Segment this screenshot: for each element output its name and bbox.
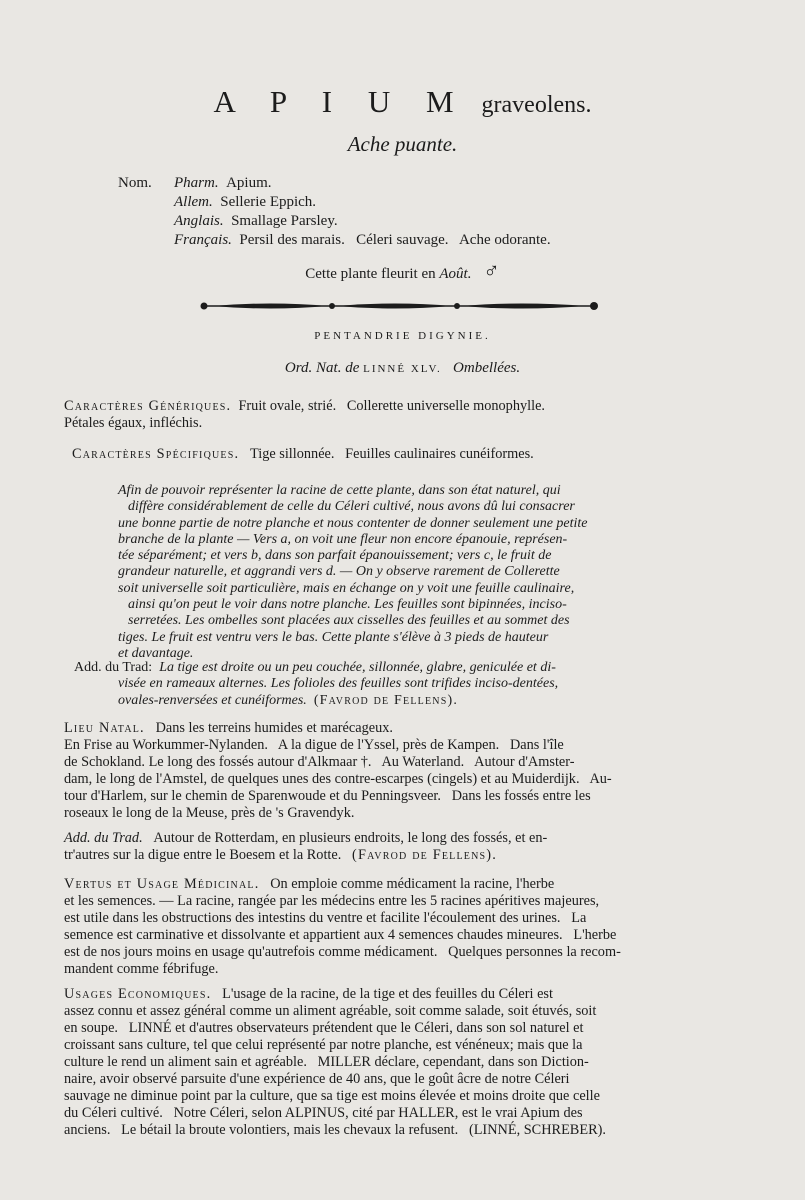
name-row	[118, 174, 551, 193]
page-subtitle: Ache puante.	[347, 132, 458, 156]
note-line: tiges. Le fruit est ventru vers le bas. Cette plante s'élève à 3 pieds de hauteur	[118, 629, 549, 645]
note-line: soit universelle soit particulière, mais en échange on y voit une feuille caulinaire,	[118, 580, 575, 596]
translator-addition-2	[64, 830, 760, 864]
text-line: tr'autres sur la digue entre le Boesem et la Rotte.	[64, 847, 342, 863]
usages-economiques	[64, 986, 760, 1139]
text-line: sauvage ne diminue point par la culture, que sa tige est moins élevée et moins droite que celle	[64, 1088, 600, 1104]
class-line: PENTANDRIE DIGYNIE.	[314, 330, 491, 342]
name-lang: Anglais.	[174, 213, 224, 229]
text-line: est utile dans les obstructions des intestins du ventre et facilite l'écoulement des urines. La	[64, 910, 587, 926]
title-species: graveolens.	[481, 92, 592, 118]
attribution: (Favrod de Fellens).	[313, 692, 459, 708]
translator-addition-1	[74, 660, 764, 709]
text-line: du Céleri cultivé. Notre Céleri, selon ALPINUS, cité par HALLER, est le vrai Apium des	[64, 1105, 583, 1121]
name-value: Persil des marais. Céleri sauvage. Ache odorante.	[239, 232, 551, 248]
order-line	[0, 360, 805, 377]
text-line: Fruit ovale, strié. Collerette universelle monophylle.	[238, 398, 545, 414]
name-value: Sellerie Eppich.	[220, 194, 317, 210]
order-linne: LINNÉ XLV.	[363, 363, 442, 375]
text-line: anciens. Le bétail la broute volontiers, mais les chevaux la refusent. (LINNÉ, SCHREBER).	[64, 1122, 606, 1138]
text-line: en soupe. LINNÉ et d'autres observateurs prétendent que le Céleri, dans son sol naturel et	[64, 1020, 584, 1036]
add-line: La tige est droite ou un peu couchée, sillonnée, glabre, geniculée et di-	[159, 660, 556, 675]
text-line: Autour de Rotterdam, en plusieurs endroits, le long des fossés, et en-	[153, 830, 548, 846]
note-line: une bonne partie de notre planche et nous contenter de donner seulement une petite	[118, 515, 588, 531]
text-line: Pétales égaux, infléchis.	[64, 415, 203, 431]
note-line: ainsi qu'on peut le voir dans notre planche. Les feuilles sont bipinnées, inciso-	[128, 597, 567, 613]
text-line: de Schokland. Le long des fossés autour d'Alkmaar †. Au Waterland. Autour d'Amster-	[64, 754, 575, 770]
text-line: dam, le long de l'Amstel, de quelques unes des contre-escarpes (cingels) et au Muiderdijk. Au-	[64, 771, 612, 787]
text-line: mandent comme fébrifuge.	[64, 961, 219, 977]
text-line: naire, avoir observé parsuite d'une expérience de 40 ans, que le goût âcre de notre Céleri	[64, 1071, 570, 1087]
name-lang: Allem.	[174, 194, 213, 210]
note-line: serretées. Les ombelles sont placées aux cisselles des feuilles et au sommet des	[128, 613, 570, 629]
note-line: Afin de pouvoir représenter la racine de cette plante, dans son état naturel, qui	[118, 483, 561, 498]
ornamental-divider	[200, 300, 600, 312]
page-title	[0, 84, 805, 120]
add-label: Add. du Trad:	[74, 660, 153, 675]
name-value: Apium.	[226, 175, 272, 191]
section-heading: Vertus et Usage Médicinal.	[64, 876, 260, 892]
text-line: croissant sans culture, tel que celui représenté par notre planche, est vénéneux; mais que la	[64, 1037, 583, 1053]
flowering-line	[0, 258, 805, 284]
note-line: et davantage.	[118, 645, 194, 661]
lieu-natal	[64, 720, 760, 822]
male-symbol-icon: ♂	[483, 258, 500, 283]
add-label: Add. du Trad.	[64, 830, 143, 846]
note-line: branche de la plante — Vers a, on voit une fleur non encore épanouie, représen-	[118, 531, 568, 547]
text-line: roseaux le long de la Meuse, près de 's Gravendyk.	[64, 805, 355, 821]
name-lang: Pharm.	[174, 175, 219, 191]
text-line: semence est carminative et dissolvante et appartient aux 4 semences chaudes mineures. L'herbe	[64, 927, 617, 943]
text-line: On emploie comme médicament la racine, l'herbe	[270, 876, 555, 892]
text-line: culture le rend un aliment sain et agréable. MILLER déclare, cependant, dans son Diction-	[64, 1054, 589, 1070]
section-heading: Lieu Natal.	[64, 720, 145, 736]
names-block	[118, 174, 551, 250]
text-line: Dans les terreins humides et marécageux.	[155, 720, 393, 736]
title-genus: A P I U M	[213, 84, 468, 119]
name-lang: Français.	[174, 232, 232, 248]
section-heading: Usages Economiques.	[64, 986, 212, 1002]
vertus-medicinal	[64, 876, 760, 978]
text-line: L'usage de la racine, de la tige et des feuilles du Céleri est	[222, 986, 553, 1002]
section-heading: Caractères Génériques.	[64, 398, 232, 414]
generic-characters	[64, 398, 760, 432]
add-line: visée en rameaux alternes. Les folioles des feuilles sont trifides inciso-dentées,	[118, 676, 559, 692]
text-line: Tige sillonnée. Feuilles caulinaires cunéiformes.	[250, 446, 534, 462]
attribution: (Favrod de Fellens).	[352, 847, 498, 863]
order-prefix: Ord. Nat. de	[284, 360, 360, 376]
name-row	[118, 212, 551, 231]
note-line: grandeur naturelle, et aggrandi vers d. — On y observe rarement de Collerette	[118, 564, 560, 580]
order-family: Ombellées.	[453, 360, 521, 376]
add-line: ovales-renversées et cunéiformes.	[118, 692, 307, 708]
text-line: tour d'Harlem, sur le chemin de Sparenwoude et du Penningsveer. Dans les fossés entre les	[64, 788, 591, 804]
text-line: et les semences. — La racine, rangée par les médecins entre les 5 racines apéritives majeures,	[64, 893, 600, 909]
name-row	[118, 231, 551, 250]
note-line: diffère considérablement de celle du Céleri cultivé, nous avons dû lui consacrer	[128, 499, 575, 515]
plate-description-note	[118, 483, 758, 662]
note-line: tée séparément; et vers b, dans son parfait épanouissement; vers c, le fruit de	[118, 548, 552, 564]
flowering-text: Cette plante fleurit en	[305, 266, 436, 282]
text-line: En Frise au Workummer-Nylanden. A la digue de l'Yssel, près de Kampen. Dans l'île	[64, 737, 564, 753]
names-lead: Nom.	[118, 175, 152, 191]
specific-characters	[72, 446, 768, 463]
name-row	[118, 193, 551, 212]
section-heading: Caractères Spécifiques.	[72, 446, 240, 462]
flowering-month: Août.	[439, 266, 472, 282]
name-value: Smallage Parsley.	[231, 213, 338, 229]
text-line: est de nos jours moins en usage qu'autrefois comme médicament. Quelques personnes la recom-	[64, 944, 621, 960]
text-line: assez connu et assez général comme un aliment agréable, soit comme salade, soit étuvés, soit	[64, 1003, 597, 1019]
